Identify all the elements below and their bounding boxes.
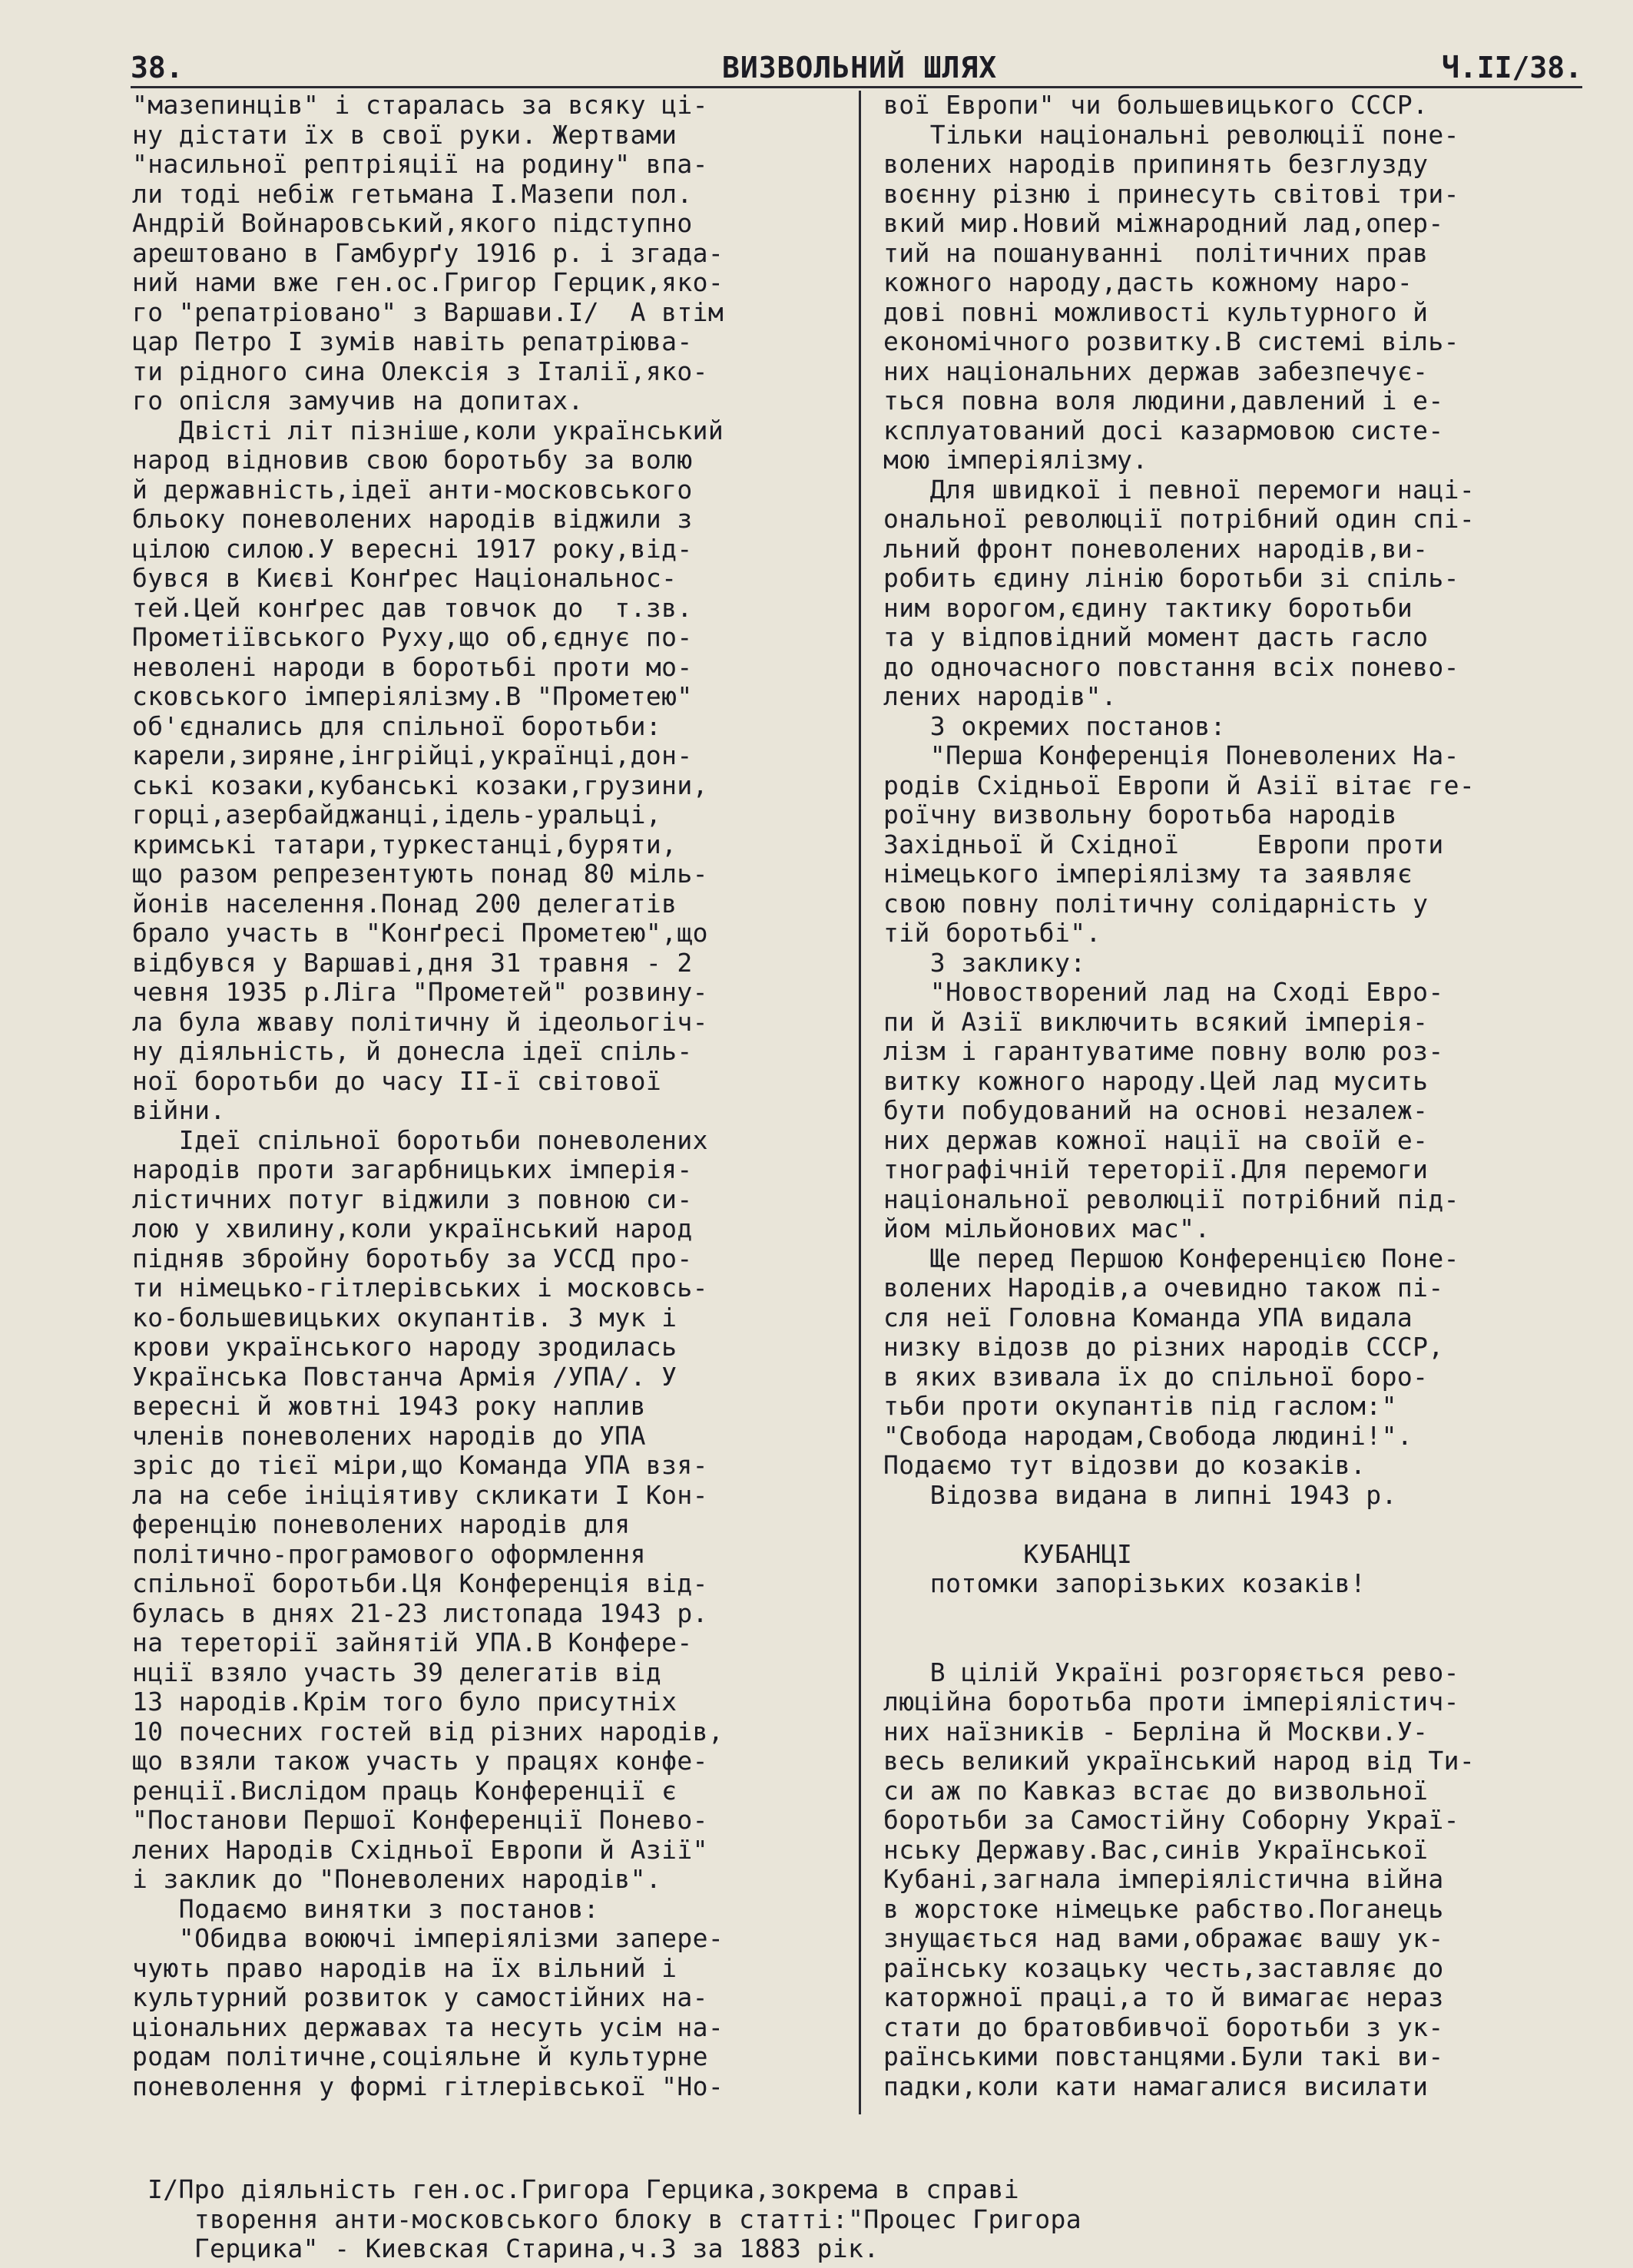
text-line: ла на себе ініціятиву скликати І Кон- <box>132 1480 708 1510</box>
text-line: Подаємо тут відозви до козаків. <box>883 1451 1366 1480</box>
text-line: кримські татари,туркестанці,буряти, <box>132 829 677 859</box>
text-line: німецького імперіялізму та заявляє <box>883 859 1413 889</box>
text-line: Тільки національні революції поне- <box>883 120 1459 150</box>
text-line: вої Европи" чи большевицького СССР. <box>883 91 1429 120</box>
text-line: ко-большевицьких окупантів. З мук і <box>132 1303 677 1333</box>
text-line: булась в днях 21-23 листопада 1943 р. <box>132 1598 708 1628</box>
text-line: цар Петро І зумів навіть репатріюва- <box>132 327 693 356</box>
text-line: Двісті літ пізніше,коли український <box>132 416 724 445</box>
right-column <box>883 91 1582 2101</box>
journal-title: ВИЗВОЛЬНИЙ ШЛЯХ <box>722 51 998 84</box>
text-line: тнографічній тереторії.Для перемоги <box>883 1155 1429 1184</box>
text-line: неволені народи в боротьбі проти мо- <box>132 652 693 682</box>
text-line: люційна боротьба проти імперіялістич- <box>883 1687 1459 1717</box>
text-line: дові повні можливості культурного й <box>883 297 1429 327</box>
text-line: весь великий український народ від Ти- <box>883 1747 1476 1776</box>
text-line: 10 почесних гостей від різних народів, <box>132 1717 724 1747</box>
text-line: бути побудований на основі незалеж- <box>883 1096 1429 1125</box>
text-line: "Перша Конференція Поневолених На- <box>883 741 1459 770</box>
text-line: що взяли також участь у працях конфе- <box>132 1747 708 1776</box>
text-line: Ідеї спільної боротьби поневолених <box>132 1125 708 1155</box>
text-line: в яких взивала їх до спільної боро- <box>883 1362 1429 1392</box>
text-line: бувся в Києві Конґрес Національнос- <box>132 564 677 593</box>
footnote-line: Герцика" - Киевская Старина,ч.3 за 1883 рік. <box>147 2234 879 2263</box>
text-line: лістичних потуг віджили з повною си- <box>132 1184 693 1214</box>
text-line: ним ворогом,єдину тактику боротьби <box>883 593 1413 623</box>
text-line: "Постанови Першої Конференції Понево- <box>132 1806 708 1835</box>
left-column <box>132 91 846 2101</box>
text-line: ональної революції потрібний один спі- <box>883 505 1476 534</box>
text-line: Відозва видана в липні 1943 р. <box>883 1480 1397 1510</box>
text-line: Українська Повстанча Армія /УПА/. У <box>132 1362 677 1392</box>
text-line: ний нами вже ген.ос.Григор Герцик,яко- <box>132 268 724 297</box>
text-line: членів поневолених народів до УПА <box>132 1421 646 1451</box>
text-line: карели,зиряне,інгрійці,українці,дон- <box>132 741 693 770</box>
footnote-line: І/Про діяльність ген.ос.Григора Герцика,зокрема в справі <box>147 2175 1019 2204</box>
text-line: низку відозв до різних народів СССР, <box>883 1333 1444 1362</box>
text-line: Подаємо винятки з постанов: <box>132 1894 600 1924</box>
page-header <box>131 51 1582 84</box>
text-line: та у відповідний момент дасть гасло <box>883 623 1429 652</box>
text-line: до одночасного повстання всіх понево- <box>883 652 1459 682</box>
text-line: сковського імперіялізму.В "Прометею" <box>132 682 693 711</box>
text-line: об'єднались для спільної боротьби: <box>132 711 662 741</box>
text-line: потомки запорізьких козаків! <box>883 1569 1366 1598</box>
text-line: поневолення у формі гітлерівської "Но- <box>132 2071 724 2101</box>
text-line: брало участь в "Конґресі Прометею",що <box>132 919 708 948</box>
text-line: що разом репрезентують понад 80 міль- <box>132 859 708 889</box>
text-line: родам політичне,соціяльне й культурне <box>132 2042 708 2071</box>
column-divider <box>859 91 861 2114</box>
text-line: родів Східньої Европи й Азії вітає ге- <box>883 770 1476 800</box>
text-line: відбувся у Варшаві,дня 31 травня - 2 <box>132 948 693 978</box>
text-line: народ відновив свою боротьбу за волю <box>132 445 693 475</box>
text-line: економічного розвитку.В системі віль- <box>883 327 1459 356</box>
text-line: війни. <box>132 1096 226 1125</box>
text-line: волених Народів,а очевидно також пі- <box>883 1273 1444 1303</box>
text-line: Андрій Войнаровський,якого підступно <box>132 209 693 238</box>
blank-line <box>883 1510 1582 1540</box>
text-line: Західньої й Східної Европи проти <box>883 829 1444 859</box>
text-line: пи й Азії виключить всякий імперія- <box>883 1007 1429 1037</box>
text-line: народів проти загарбницьких імперія- <box>132 1155 693 1184</box>
text-line: лізм і гарантуватиме повну волю роз- <box>883 1037 1444 1066</box>
page-number: 38. <box>131 51 184 84</box>
text-line: вересні й жовтні 1943 року наплив <box>132 1392 646 1421</box>
text-line: лених народів". <box>883 682 1118 711</box>
text-line: ференцію поневолених народів для <box>132 1510 631 1539</box>
text-line: на тереторії зайнятій УПА.В Конфере- <box>132 1628 693 1657</box>
text-line: них держав кожної нації на своїй е- <box>883 1125 1429 1155</box>
text-line: йом мільйонових мас". <box>883 1214 1211 1243</box>
text-line: чевня 1935 р.Ліга "Прометей" розвину- <box>132 978 708 1007</box>
text-line: в жорстоке німецьке рабство.Поганець <box>883 1894 1444 1924</box>
text-line: ренції.Вислідом праць Конференції є <box>132 1776 677 1806</box>
text-line: чують право народів на їх вільний і <box>132 1953 677 1983</box>
text-line: знущається над вами,ображає вашу ук- <box>883 1924 1444 1953</box>
text-line: тей.Цей конґрес дав товчок до т.зв. <box>132 593 693 623</box>
text-line: 13 народів.Крім того було присутніх <box>132 1687 677 1717</box>
text-line: З окремих постанов: <box>883 711 1226 741</box>
text-line: "Свобода народам,Свобода людині!". <box>883 1421 1413 1451</box>
text-line: тьби проти окупантів під гаслом:" <box>883 1392 1397 1421</box>
text-line: кожного народу,дасть кожному наро- <box>883 268 1413 297</box>
text-line: льний фронт поневолених народів,ви- <box>883 534 1429 564</box>
text-line: "Новостворений лад на Сході Евро- <box>883 978 1444 1007</box>
text-line: раїнську козацьку честь,заставляє до <box>883 1953 1444 1983</box>
text-line: ти рідного сина Олексія з Італії,яко- <box>132 356 708 386</box>
text-line: них наїзників - Берліна й Москви.У- <box>883 1717 1429 1747</box>
text-line: лених Народів Східньої Европи й Азії" <box>132 1835 708 1865</box>
text-line: свою повну політичну солідарність у <box>883 889 1429 919</box>
blank-line <box>883 1628 1582 1658</box>
text-line: нції взяло участь 39 делегатів від <box>132 1657 662 1687</box>
text-line: ться повна воля людини,давлений і е- <box>883 386 1444 416</box>
text-line: й державність,ідеї анти-московського <box>132 475 693 505</box>
text-line: зріс до тієї міри,що Команда УПА взя- <box>132 1451 708 1480</box>
text-line: ціональних державах та несуть усім на- <box>132 2012 724 2042</box>
text-line: мою імперіялізму. <box>883 445 1148 475</box>
footnote <box>147 2175 1453 2264</box>
text-line: боротьби за Самостійну Соборну Украї- <box>883 1806 1459 1835</box>
text-line: ної боротьби до часу ІІ-ї світової <box>132 1066 662 1096</box>
text-line: ну діяльність, й донесла ідеї спіль- <box>132 1037 693 1066</box>
text-line: ти німецько-гітлерівських і московсь- <box>132 1273 708 1303</box>
text-line: політично-програмового оформлення <box>132 1539 646 1569</box>
text-line: Кубані,загнала імперіялістична війна <box>883 1865 1444 1894</box>
text-line: робить єдину лінію боротьби зі спіль- <box>883 564 1459 593</box>
header-divider <box>131 86 1582 88</box>
text-line: тій боротьбі". <box>883 919 1101 948</box>
text-line: каторжної праці,а то й вимагає нераз <box>883 1983 1444 2012</box>
text-line: арештовано в Гамбурґу 1916 р. і згада- <box>132 238 724 268</box>
text-line: ну дістати їх в свої руки. Жертвами <box>132 120 677 150</box>
text-line: вкий мир.Новий міжнародний лад,опер- <box>883 209 1444 238</box>
text-line: горці,азербайджанці,ідель-уральці, <box>132 800 662 829</box>
text-line: бльоку поневолених народів віджили з <box>132 505 693 534</box>
text-line: го опісля замучив на допитах. <box>132 386 584 416</box>
text-line: національної революції потрібний під- <box>883 1184 1459 1214</box>
text-line: "мазепинців" і старалась за всяку ці- <box>132 91 708 120</box>
text-line: і заклик до "Поневолених народів". <box>132 1865 662 1894</box>
text-line: ла була жваву політичну й ідеольогіч- <box>132 1007 708 1037</box>
text-line: культурний розвиток у самостійних на- <box>132 1983 708 2012</box>
text-line: раїнськими повстанцями.Були такі ви- <box>883 2042 1444 2071</box>
text-line: Прометіївського Руху,що об,єднує по- <box>132 623 693 652</box>
text-line: ли тоді небіж гетьмана І.Мазепи пол. <box>132 179 693 209</box>
text-line: Ще перед Першою Конференцією Поне- <box>883 1243 1459 1273</box>
text-line: падки,коли кати намагалися висилати <box>883 2071 1429 2101</box>
text-line: си аж по Кавказ встає до визвольної <box>883 1776 1429 1806</box>
text-line: нську Державу.Вас,синів Української <box>883 1835 1429 1865</box>
text-line: В цілій Україні розгоряється рево- <box>883 1657 1459 1687</box>
footnote-line: творення анти-московського блоку в статті:"Процес Григора <box>147 2204 1082 2234</box>
text-line: спільної боротьби.Ця Конференція від- <box>132 1569 708 1598</box>
text-line: воєнну різню і принесуть світові три- <box>883 179 1459 209</box>
text-line: йонів населення.Понад 200 делегатів <box>132 889 677 919</box>
text-line: крови українського народу зродилась <box>132 1333 677 1362</box>
text-line: підняв збройну боротьбу за УССД про- <box>132 1243 693 1273</box>
text-line: ксплуатований досі казармовою систе- <box>883 416 1444 445</box>
issue-number: Ч.II/38. <box>1441 51 1582 84</box>
text-line: цілою силою.У вересні 1917 року,від- <box>132 534 693 564</box>
text-line: "насильної рептріяції на родину" впа- <box>132 150 708 179</box>
text-line: стати до братовбивчої боротьби з ук- <box>883 2012 1444 2042</box>
text-line: го "репатріовано" з Варшави.І/ А втім <box>132 297 724 327</box>
text-line: роїчну визвольну боротьба народів <box>883 800 1397 829</box>
text-line: тий на пошануванні політичних прав <box>883 238 1429 268</box>
text-line: них національних держав забезпечує- <box>883 356 1429 386</box>
text-line: витку кожного народу.Цей лад мусить <box>883 1066 1429 1096</box>
text-line: Для швидкої і певної перемоги наці- <box>883 475 1476 505</box>
text-line: сля неї Головна Команда УПА видала <box>883 1303 1413 1333</box>
text-line: волених народів припинять безглузду <box>883 150 1429 179</box>
text-line: ські козаки,кубанські козаки,грузини, <box>132 770 708 800</box>
text-line: лою у хвилину,коли український народ <box>132 1214 693 1243</box>
blank-line <box>883 1599 1582 1629</box>
text-line: З заклику: <box>883 948 1086 978</box>
text-line: "Обидва воюючі імперіялізми запере- <box>132 1924 724 1953</box>
text-line: КУБАНЦІ <box>883 1539 1133 1569</box>
